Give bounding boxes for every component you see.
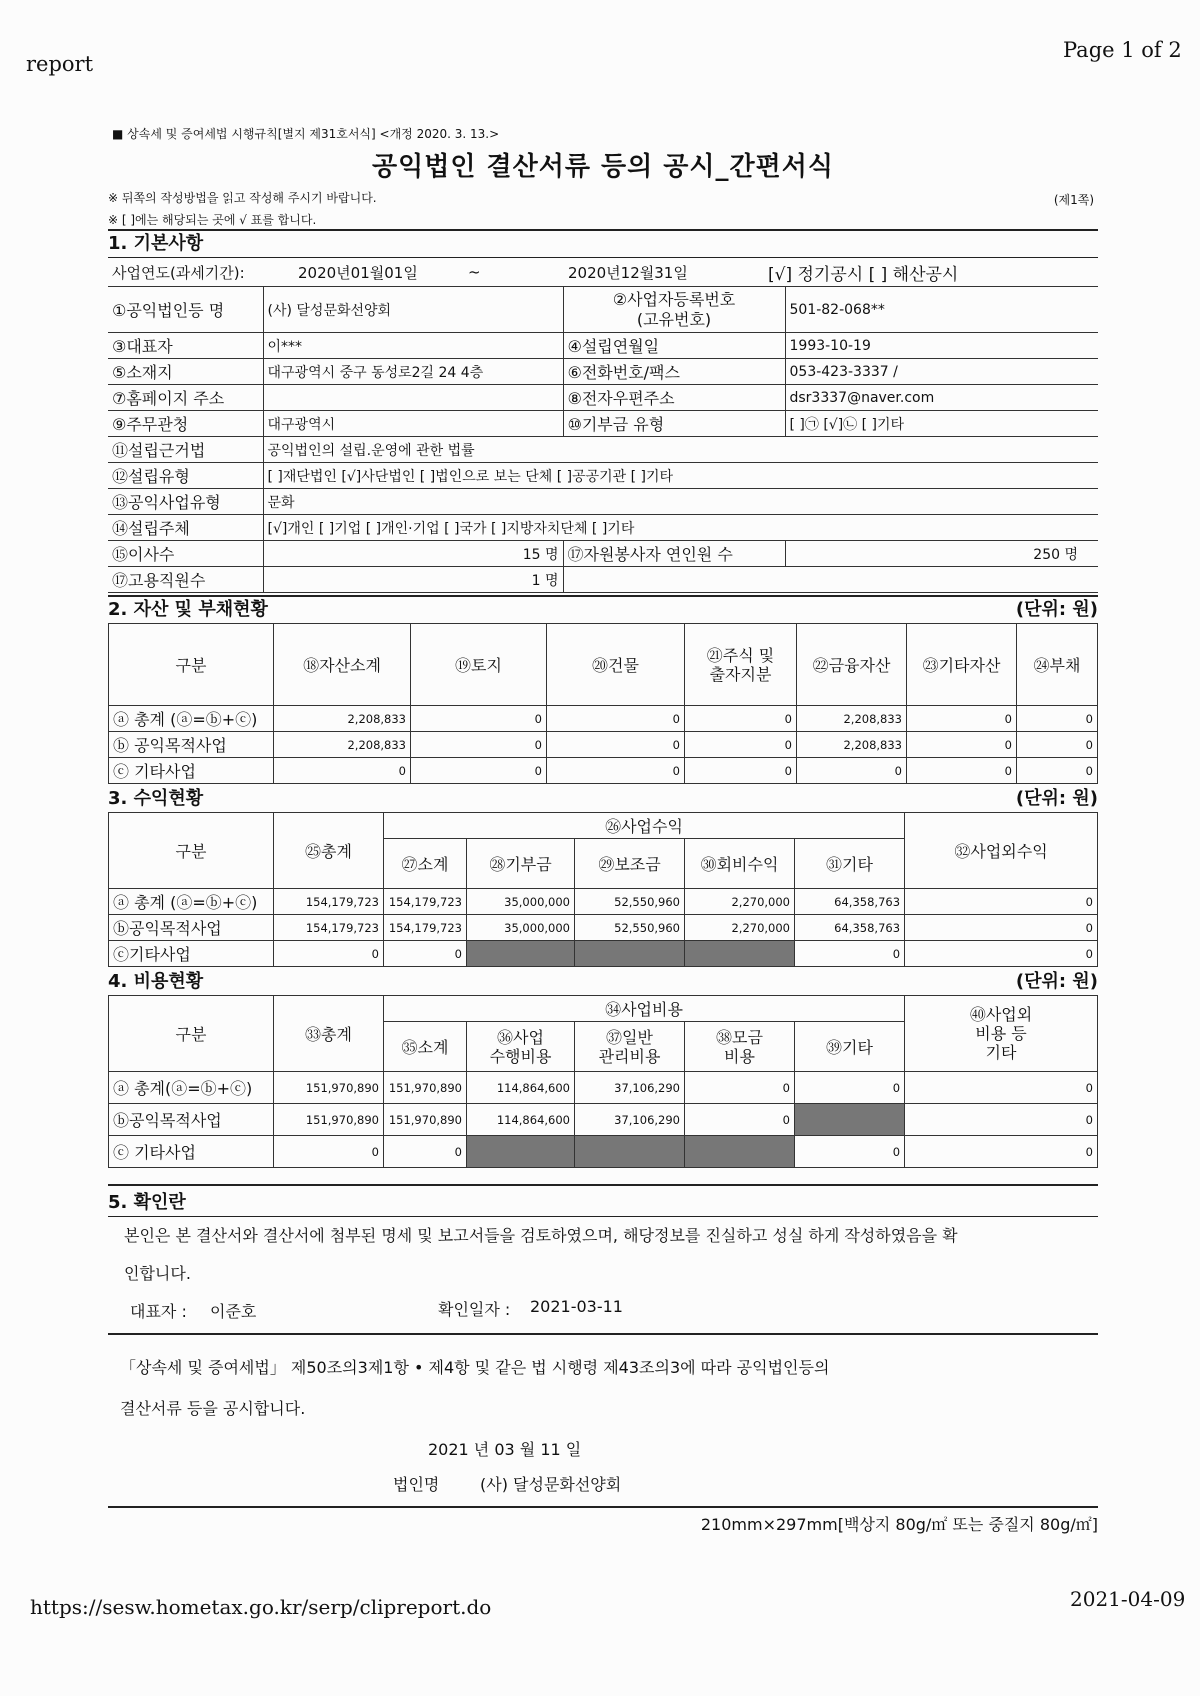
cell-value: 154,179,723	[274, 915, 384, 941]
header-cell: ㉟소계	[384, 1022, 467, 1072]
info-label: ⑦홈페이지 주소	[108, 385, 263, 411]
closing-line2: 결산서류 등을 공시합니다.	[120, 1399, 306, 1418]
shaded-cell	[575, 941, 685, 967]
cell-value: 52,550,960	[575, 915, 685, 941]
revenue-title: 3. 수익현황	[108, 788, 204, 809]
confirm-date-label: 확인일자 :	[438, 1300, 511, 1319]
confirm-statement	[108, 1217, 1098, 1293]
expense-title: 4. 비용현황	[108, 971, 204, 992]
assets-table	[108, 623, 1098, 784]
header-cell: ⑱자산소계	[274, 624, 411, 706]
assets-title: 2. 자산 및 부채현황	[108, 599, 268, 620]
cell-value: 0	[685, 1104, 795, 1136]
cell-value: 0	[685, 706, 797, 732]
fiscal-year-start: 2020년01월01일	[298, 263, 418, 282]
note-instructions: ※ 뒤쪽의 작성방법을 읽고 작성해 주시기 바랍니다.	[108, 191, 377, 205]
row-label: ⓒ기타사업	[109, 941, 274, 967]
table-header-row	[109, 996, 1098, 1022]
cell-value: 154,179,723	[384, 889, 467, 915]
info-label: ⑥전화번호/팩스	[563, 359, 785, 385]
cell-value: 64,358,763	[795, 889, 905, 915]
corp-name-row	[108, 1472, 1098, 1496]
cell-value: 0	[907, 732, 1017, 758]
section-confirm-title: 5. 확인란	[108, 1192, 186, 1213]
cell-value: 151,970,890	[274, 1072, 384, 1104]
cell-value: 0	[905, 1072, 1098, 1104]
header-group-cell: ㉞사업비용	[384, 996, 905, 1022]
fiscal-year-label: 사업연도(과세기간):	[112, 263, 245, 282]
cell-value: 0	[411, 732, 547, 758]
cell-value: 0	[797, 758, 907, 784]
info-value: 1993-10-19	[785, 333, 1098, 359]
header-cell: ㉒금융자산	[797, 624, 907, 706]
confirm-text-line1: 본인은 본 결산서와 결산서에 첨부된 명세 및 보고서들을 검토하였으며, 해당정보를 진실하고 성실 하게 작성하였음을 확	[124, 1226, 958, 1245]
section-expense-title	[108, 969, 1098, 995]
cell-value: 0	[795, 1136, 905, 1168]
fiscal-year-row	[108, 258, 1098, 286]
shaded-cell	[795, 1104, 905, 1136]
expense-unit: (단위: 원)	[1015, 971, 1098, 992]
info-row	[108, 437, 1098, 463]
footer-url: https://sesw.hometax.go.kr/serp/clipreport.do	[30, 1595, 492, 1619]
form-title: 공익법인 결산서류 등의 공시_간편서식	[371, 152, 834, 182]
table-header-row	[109, 624, 1098, 706]
header-group-cell: ㉖사업수익	[384, 813, 905, 839]
row-label: ⓐ 총계(ⓐ=ⓑ+ⓒ)	[109, 1072, 274, 1104]
header-cell: ㊴기타	[795, 1022, 905, 1072]
cell-value: 2,208,833	[274, 732, 411, 758]
cell-value: 64,358,763	[795, 915, 905, 941]
header-cell: ㉘기부금	[467, 839, 575, 889]
paper-spec: 210mm×297mm[백상지 80g/㎡ 또는 중질지 80g/㎡]	[700, 1515, 1098, 1534]
corp-label: 법인명	[393, 1475, 440, 1494]
info-value: 501-82-068**	[785, 287, 1098, 333]
info-row	[108, 333, 1098, 359]
shaded-cell	[467, 941, 575, 967]
header-cell: ㉓기타자산	[907, 624, 1017, 706]
info-value: 1 명	[263, 567, 563, 593]
info-value: (사) 달성문화선양회	[263, 287, 563, 333]
header-cell: ㊳모금 비용	[685, 1022, 795, 1072]
info-label: ⑧전자우편주소	[563, 385, 785, 411]
cell-value: 35,000,000	[467, 915, 575, 941]
shaded-cell	[575, 1136, 685, 1168]
info-value: [ ]㉠ [√]㉡ [ ]기타	[785, 411, 1098, 437]
cell-value: 0	[907, 706, 1017, 732]
info-label: ⑭설립주체	[108, 515, 263, 541]
info-row	[108, 411, 1098, 437]
cell-value: 114,864,600	[467, 1072, 575, 1104]
cell-value: 2,270,000	[685, 915, 795, 941]
info-label: ⑨주무관청	[108, 411, 263, 437]
info-row	[108, 359, 1098, 385]
header-cell: ㉔부채	[1017, 624, 1098, 706]
cell-value: 151,970,890	[384, 1072, 467, 1104]
info-label: ⑪설립근거법	[108, 437, 263, 463]
table-row	[109, 889, 1098, 915]
cell-value: 0	[274, 1136, 384, 1168]
cell-value: 52,550,960	[575, 889, 685, 915]
row-label: ⓑ공익목적사업	[109, 915, 274, 941]
cell-value: 0	[384, 1136, 467, 1168]
cell-value: 0	[905, 889, 1098, 915]
section-assets-title	[108, 597, 1098, 623]
cell-value: 0	[905, 1136, 1098, 1168]
cell-value: 0	[795, 1072, 905, 1104]
section-basic-title: 1. 기본사항	[108, 233, 204, 254]
cell-value: 2,208,833	[797, 732, 907, 758]
info-label: ⑰고용직원수	[108, 567, 263, 593]
header-cell: 구분	[109, 813, 274, 889]
page-number: Page 1 of 2	[1063, 38, 1182, 62]
shaded-cell	[467, 1136, 575, 1168]
header-cell: ㊲일반 관리비용	[575, 1022, 685, 1072]
row-label: ⓒ 기타사업	[109, 758, 274, 784]
cell-value: 0	[905, 915, 1098, 941]
info-value: 15 명	[263, 541, 563, 567]
revenue-unit: (단위: 원)	[1015, 788, 1098, 809]
header-cell: ⑲토지	[411, 624, 547, 706]
cell-value: 0	[411, 706, 547, 732]
fiscal-year-tilde: ~	[468, 263, 481, 281]
cell-value: 0	[905, 941, 1098, 967]
cell-value: 0	[1017, 706, 1098, 732]
shaded-cell	[685, 941, 795, 967]
cell-value: 0	[547, 758, 685, 784]
assets-unit: (단위: 원)	[1015, 599, 1098, 620]
section-revenue-title	[108, 786, 1098, 812]
cell-value: 35,000,000	[467, 889, 575, 915]
info-row	[108, 515, 1098, 541]
info-label: ②사업자등록번호 (고유번호)	[563, 287, 785, 333]
note-checkmark: ※ [ ]에는 해당되는 곳에 √ 표를 합니다.	[108, 213, 317, 227]
cell-value: 0	[905, 1104, 1098, 1136]
info-row	[108, 287, 1098, 333]
info-row	[108, 463, 1098, 489]
cell-value: 0	[1017, 758, 1098, 784]
header-cell: ⑳건물	[547, 624, 685, 706]
cell-value: 154,179,723	[274, 889, 384, 915]
disclosure-type: [√] 정기공시 [ ] 해산공시	[768, 264, 959, 285]
cell-value: 2,208,833	[274, 706, 411, 732]
info-label: ⑩기부금 유형	[563, 411, 785, 437]
info-value: 053-423-3337 /	[785, 359, 1098, 385]
cell-value: 0	[907, 758, 1017, 784]
row-label: ⓐ 총계 (ⓐ=ⓑ+ⓒ)	[109, 889, 274, 915]
page-label: (제1쪽)	[1053, 193, 1094, 207]
header-cell: 구분	[109, 996, 274, 1072]
table-row	[109, 1072, 1098, 1104]
header-cell: ㊵사업외 비용 등 기타	[905, 996, 1098, 1072]
info-row	[108, 567, 1098, 593]
cell-value: 151,970,890	[274, 1104, 384, 1136]
closing-date: 2021 년 03 월 11 일	[428, 1440, 582, 1459]
header-cell: ㉙보조금	[575, 839, 685, 889]
cell-value: 151,970,890	[384, 1104, 467, 1136]
cell-value: 2,270,000	[685, 889, 795, 915]
header-cell: ㉗소계	[384, 839, 467, 889]
rep-label: 대표자 :	[130, 1302, 187, 1321]
info-value: 이***	[263, 333, 563, 359]
info-label: ③대표자	[108, 333, 263, 359]
cell-value: 0	[795, 941, 905, 967]
confirm-date-value: 2021-03-11	[530, 1297, 623, 1316]
row-label: ⓑ공익목적사업	[109, 1104, 274, 1136]
rule-reference: ■ 상속세 및 증여세법 시행규칙[별지 제31호서식] <개정 2020. 3. 13.>	[112, 127, 500, 141]
revenue-table	[108, 812, 1098, 967]
info-label: ⑫설립유형	[108, 463, 263, 489]
header-cell: ㉚회비수익	[685, 839, 795, 889]
cell-value: 2,208,833	[797, 706, 907, 732]
info-value: 250 명	[785, 541, 1098, 567]
cell-value: 0	[547, 732, 685, 758]
cell-value: 0	[685, 1072, 795, 1104]
cell-value: 0	[685, 758, 797, 784]
cell-value: 0	[1017, 732, 1098, 758]
cell-value: 0	[274, 758, 411, 784]
disclosure-form	[108, 125, 1098, 1535]
cell-value: 37,106,290	[575, 1072, 685, 1104]
table-row	[109, 1104, 1098, 1136]
expense-table	[108, 995, 1098, 1168]
table-header-row	[109, 813, 1098, 839]
table-row	[109, 915, 1098, 941]
cell-value: 0	[411, 758, 547, 784]
table-row	[109, 706, 1098, 732]
info-label: ⑰자원봉사자 연인원 수	[563, 541, 785, 567]
header-cell: ㊱사업 수행비용	[467, 1022, 575, 1072]
table-row	[109, 758, 1098, 784]
info-label: ⑬공익사업유형	[108, 489, 263, 515]
row-label: ⓐ 총계 (ⓐ=ⓑ+ⓒ)	[109, 706, 274, 732]
info-value-empty	[563, 567, 1098, 593]
closing-line1: 「상속세 및 증여세법」 제50조의3제1항 • 제4항 및 같은 법 시행령 제43조의3에 따라 공익법인등의	[120, 1358, 830, 1377]
info-value: 공익법인의 설립.운영에 관한 법률	[263, 437, 1098, 463]
shaded-cell	[685, 1136, 795, 1168]
confirm-signature-row	[108, 1293, 1098, 1327]
info-value	[263, 385, 563, 411]
info-row	[108, 541, 1098, 567]
basic-info-table	[108, 286, 1098, 593]
header-cell: ㉕총계	[274, 813, 384, 889]
row-label: ⓒ 기타사업	[109, 1136, 274, 1168]
confirm-text-line2: 인합니다.	[124, 1264, 191, 1283]
table-row	[109, 1136, 1098, 1168]
header-cell: ㉛기타	[795, 839, 905, 889]
cell-value: 0	[274, 941, 384, 967]
footer-date: 2021-04-09	[1070, 1587, 1186, 1611]
corp-name: (사) 달성문화선양회	[480, 1475, 622, 1494]
info-row	[108, 385, 1098, 411]
rep-name: 이준호	[210, 1302, 257, 1321]
info-value: 대구광역시	[263, 411, 563, 437]
cell-value: 114,864,600	[467, 1104, 575, 1136]
info-value: dsr3337@naver.com	[785, 385, 1098, 411]
cell-value: 154,179,723	[384, 915, 467, 941]
fiscal-year-end: 2020년12월31일	[568, 263, 688, 282]
form-notes	[108, 185, 1098, 229]
table-row	[109, 732, 1098, 758]
info-value: [√]개인 [ ]기업 [ ]개인·기업 [ ]국가 [ ]지방자치단체 [ ]기타	[263, 515, 1098, 541]
header-cell: ㉜사업외수익	[905, 813, 1098, 889]
info-value: 대구광역시 중구 동성로2길 24 4층	[263, 359, 563, 385]
table-row	[109, 941, 1098, 967]
cell-value: 37,106,290	[575, 1104, 685, 1136]
header-cell: ㉝총계	[274, 996, 384, 1072]
info-row	[108, 489, 1098, 515]
info-value: [ ]재단법인 [√]사단법인 [ ]법인으로 보는 단체 [ ]공공기관 [ ]기타	[263, 463, 1098, 489]
row-label: ⓑ 공익목적사업	[109, 732, 274, 758]
info-label: ⑤소재지	[108, 359, 263, 385]
cell-value: 0	[384, 941, 467, 967]
header-cell: 구분	[109, 624, 274, 706]
info-label: ①공익법인등 명	[108, 287, 263, 333]
header-cell: ㉑주식 및 출자지분	[685, 624, 797, 706]
info-label: ⑮이사수	[108, 541, 263, 567]
info-label: ④설립연월일	[563, 333, 785, 359]
cell-value: 0	[685, 732, 797, 758]
info-value: 문화	[263, 489, 1098, 515]
cell-value: 0	[547, 706, 685, 732]
report-header-label: report	[26, 52, 94, 76]
